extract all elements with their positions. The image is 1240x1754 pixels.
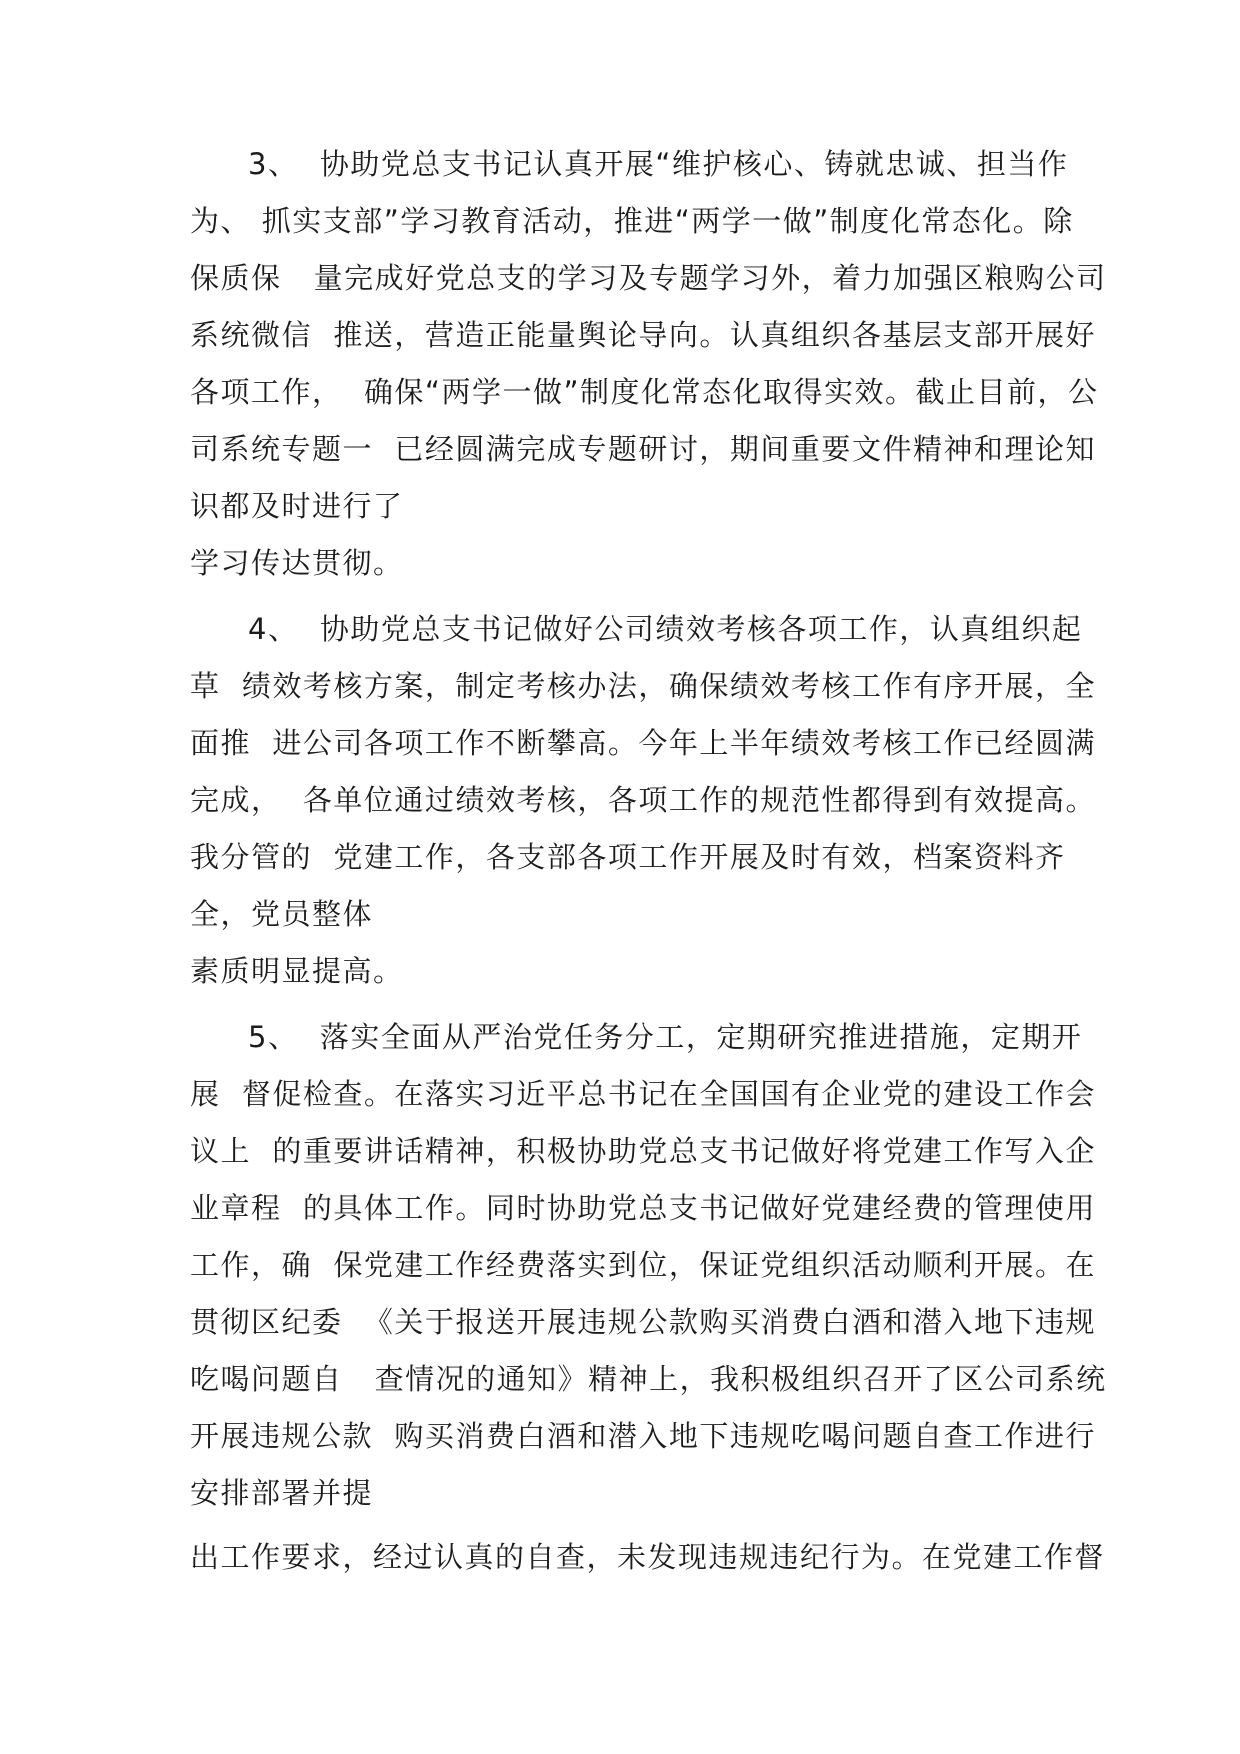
paragraph-5-line-7: 吃喝问题自 查情况的通知》精神上，我积极组织召开了区公司系统 — [190, 1362, 1107, 1396]
paragraph-5-line-3: 议上 的重要讲话精神，积极协助党总支书记做好将党建工作写入企 — [190, 1134, 1096, 1168]
paragraph-5-line-2: 展 督促检查。在落实习近平总书记在全国国有企业党的建设工作会 — [190, 1077, 1096, 1111]
paragraph-4-line-1: 4、 协助党总支书记做好公司绩效考核各项工作，认真组织起 — [248, 612, 1083, 646]
paragraph-3-line-1: 3、 协助党总支书记认真开展“维护核心、铸就忠诚、担当作 — [248, 147, 1069, 181]
paragraph-5-line-8: 开展违规公款 购买消费白酒和潜入地下违规吃喝问题自查工作进行 — [190, 1419, 1096, 1453]
paragraph-5-line-10: 出工作要求，经过认真的自查，未发现违规违纪行为。在党建工作督 — [190, 1540, 1106, 1574]
paragraph-3-line-6: 司系统专题一 已经圆满完成专题研讨，期间重要文件精神和理论知 — [190, 432, 1096, 466]
paragraph-5-line-9: 安排部署并提 — [190, 1476, 374, 1510]
paragraph-5-line-5: 工作，确 保党建工作经费落实到位，保证党组织活动顺利开展。在 — [190, 1248, 1096, 1282]
paragraph-3-line-3: 保质保 量完成好党总支的学习及专题学习外，着力加强区粮购公司 — [190, 261, 1107, 295]
paragraph-5-line-4: 业章程 的具体工作。同时协助党总支书记做好党建经费的管理使用 — [190, 1191, 1096, 1225]
paragraph-3-line-5: 各项工作， 确保“两学一做”制度化常态化取得实效。截止目前，公 — [190, 375, 1099, 409]
paragraph-3-line-4: 系统微信 推送，营造正能量舆论导向。认真组织各基层支部开展好 — [190, 318, 1096, 352]
paragraph-4-line-6: 全，党员整体 — [190, 897, 374, 931]
paragraph-4-line-5: 我分管的 党建工作，各支部各项工作开展及时有效，档案资料齐 — [190, 840, 1066, 874]
paragraph-4-line-3: 面推 进公司各项工作不断攀高。今年上半年绩效考核工作已经圆满 — [190, 726, 1096, 760]
paragraph-4-line-2: 草 绩效考核方案，制定考核办法，确保绩效考核工作有序开展，全 — [190, 669, 1096, 703]
paragraph-5-line-1: 5、 落实全面从严治党任务分工，定期研究推进措施，定期开 — [248, 1020, 1083, 1054]
paragraph-3-line-7: 识都及时进行了 — [190, 489, 404, 523]
paragraph-4-line-4: 完成， 各单位通过绩效考核，各项工作的规范性都得到有效提高。 — [190, 783, 1096, 817]
paragraph-3-line-8: 学习传达贯彻。 — [190, 546, 404, 580]
paragraph-3-line-2: 为、 抓实支部”学习教育活动，推进“两学一做”制度化常态化。除 — [190, 204, 1074, 238]
paragraph-4-line-7: 素质明显提高。 — [190, 954, 404, 988]
paragraph-5-line-6: 贯彻区纪委 《关于报送开展违规公款购买消费白酒和潜入地下违规 — [190, 1305, 1096, 1339]
